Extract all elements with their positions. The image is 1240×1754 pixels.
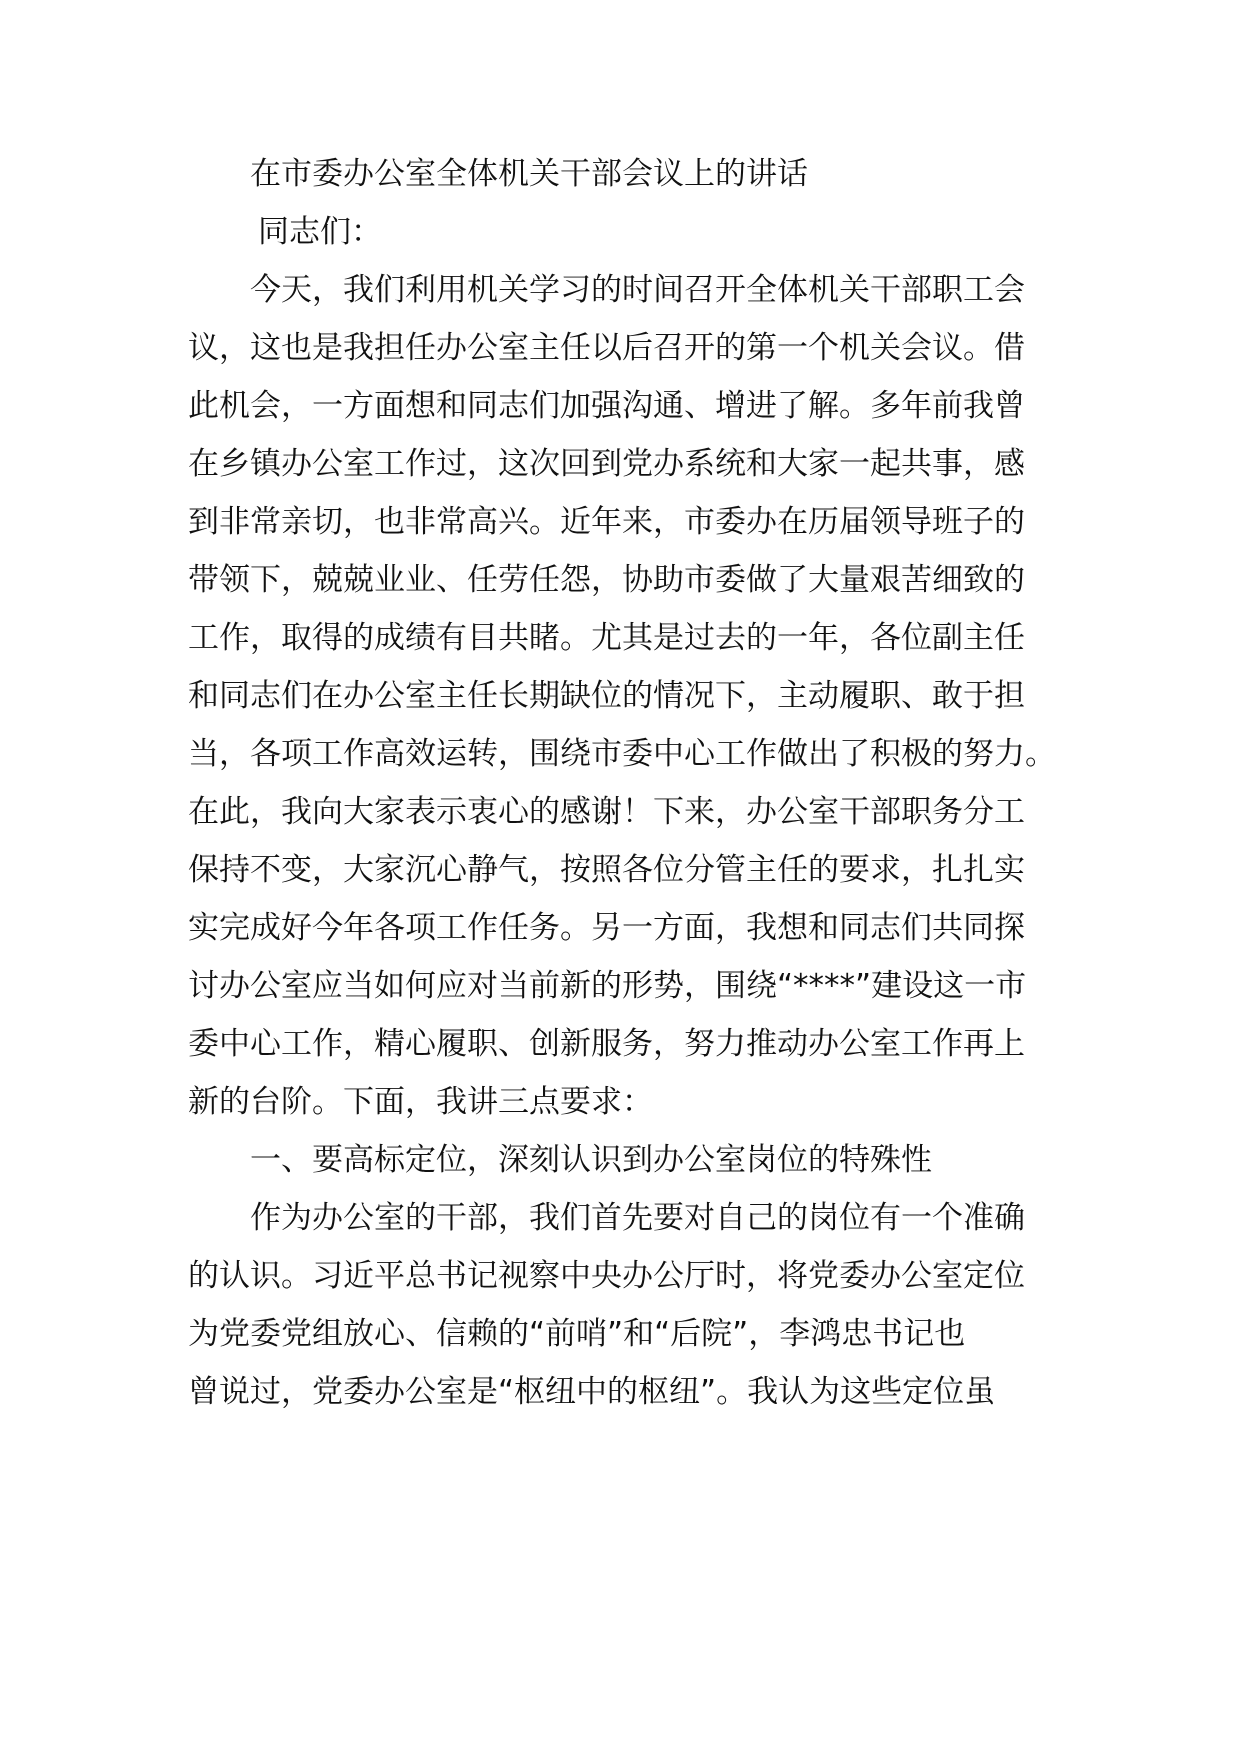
text-line: 带领下，兢兢业业、任劳任怨，协助市委做了大量艰苦细致的: [188, 562, 1025, 598]
text-line: 工作，取得的成绩有目共睹。尤其是过去的一年，各位副主任: [188, 620, 1025, 656]
text-line: 讨办公室应当如何应对当前新的形势，围绕“****”建设这一市: [188, 968, 1027, 1004]
text-line: 保持不变，大家沉心静气，按照各位分管主任的要求，扎扎实: [188, 852, 1025, 888]
text-line: 委中心工作，精心履职、创新服务，努力推动办公室工作再上: [188, 1026, 1025, 1062]
text-line: 作为办公室的干部，我们首先要对自己的岗位有一个准确: [250, 1200, 1025, 1236]
section-heading: 一、要高标定位，深刻认识到办公室岗位的特殊性: [250, 1142, 932, 1178]
text-line: 的认识。习近平总书记视察中央办公厅时，将党委办公室定位: [188, 1258, 1025, 1294]
text-line: 为党委党组放心、信赖的“前哨”和“后院”，李鸿忠书记也: [188, 1316, 966, 1352]
text-line: 新的台阶。下面，我讲三点要求：: [188, 1084, 653, 1120]
document-title: 在市委办公室全体机关干部会议上的讲话: [250, 156, 808, 192]
text-line: 当，各项工作高效运转，围绕市委中心工作做出了积极的努力。: [188, 736, 1056, 772]
text-line: 实完成好今年各项工作任务。另一方面，我想和同志们共同探: [188, 910, 1025, 946]
text-line: 到非常亲切，也非常高兴。近年来，市委办在历届领导班子的: [188, 504, 1025, 540]
salutation: 同志们：: [258, 214, 382, 250]
text-line: 议，这也是我担任办公室主任以后召开的第一个机关会议。借: [188, 330, 1025, 366]
text-line: 此机会，一方面想和同志们加强沟通、增进了解。多年前我曾: [188, 388, 1025, 424]
text-line: 在乡镇办公室工作过，这次回到党办系统和大家一起共事，感: [188, 446, 1025, 482]
text-line: 曾说过，党委办公室是“枢纽中的枢纽”。我认为这些定位虽: [188, 1374, 996, 1410]
text-line: 今天，我们利用机关学习的时间召开全体机关干部职工会: [250, 272, 1025, 308]
text-line: 和同志们在办公室主任长期缺位的情况下，主动履职、敢于担: [188, 678, 1025, 714]
text-line: 在此，我向大家表示衷心的感谢！下来，办公室干部职务分工: [188, 794, 1025, 830]
